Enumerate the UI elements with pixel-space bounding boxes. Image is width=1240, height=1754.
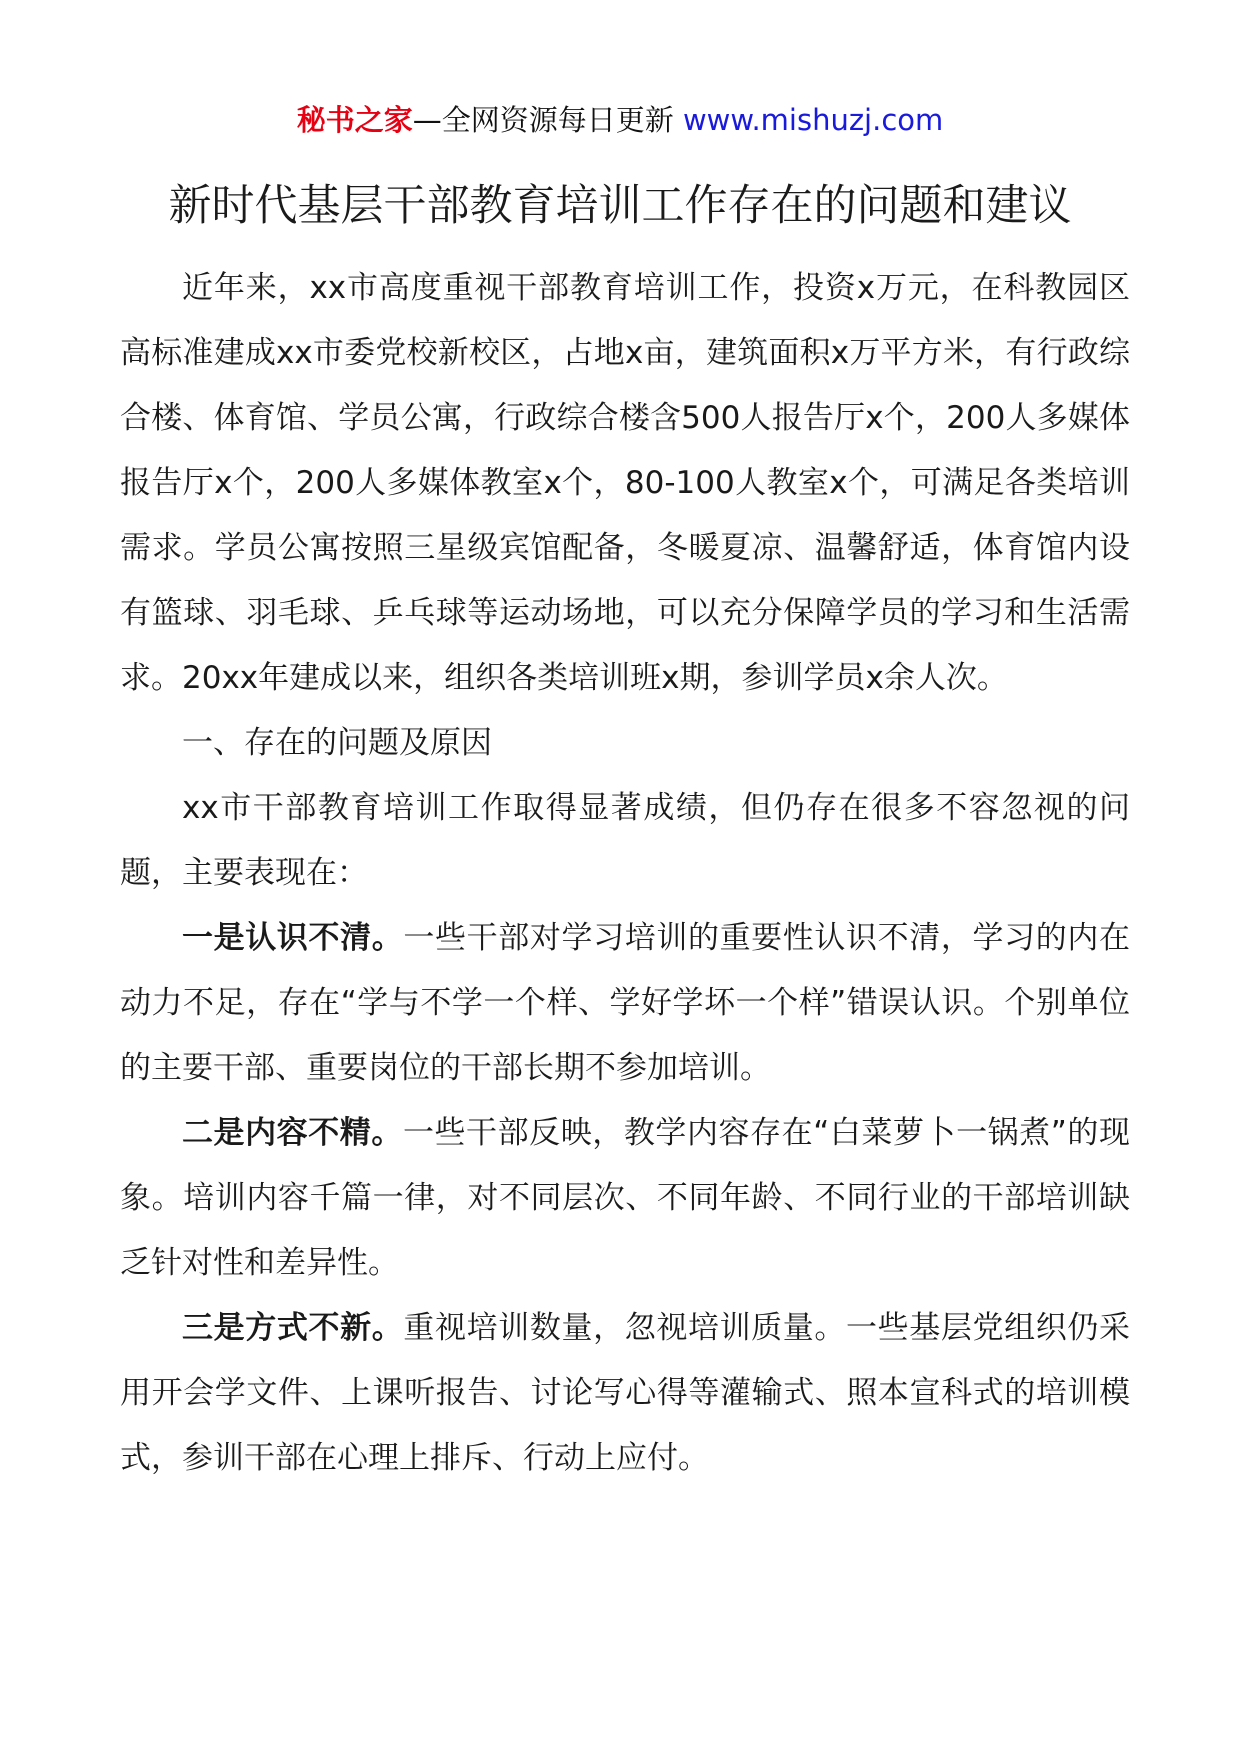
point-one-paragraph <box>120 906 1130 1101</box>
site-header <box>0 100 1240 140</box>
point-three-paragraph <box>120 1296 1130 1491</box>
site-url-link[interactable]: www.mishuzj.com <box>682 103 944 137</box>
point-two-text: 一些干部反映，教学内容存在“白菜萝卜一锅煮”的现象。培训内容千篇一律，对不同层次、不同年龄、不同行业的干部培训缺乏针对性和差异性。 <box>120 1115 1130 1281</box>
section-heading: 一、存在的问题及原因 <box>182 725 492 761</box>
document-title: 新时代基层干部教育培训工作存在的问题和建议 <box>168 181 1072 231</box>
point-one-text: 一些干部对学习培训的重要性认识不清，学习的内在动力不足，存在“学与不学一个样、学好学坏一个样”错误认识。个别单位的主要干部、重要岗位的干部长期不参加培训。 <box>120 920 1131 1086</box>
point-two-paragraph <box>120 1101 1130 1296</box>
brand-name: 秘书之家 <box>296 103 413 137</box>
point-two-lead: 二是内容不精。 <box>182 1115 403 1151</box>
point-one-lead: 一是认识不清。 <box>182 920 404 956</box>
document-body <box>120 256 1130 1491</box>
header-tagline: —全网资源每日更新 <box>412 103 674 137</box>
point-three-lead: 三是方式不新。 <box>182 1310 404 1346</box>
point-three-text: 重视培训数量，忽视培训质量。一些基层党组织仍采用开会学文件、上课听报告、讨论写心得等灌输式、照本宣科式的培训模式，参训干部在心理上排斥、行动上应付。 <box>120 1310 1131 1476</box>
section-intro-paragraph: xx市干部教育培训工作取得显著成绩，但仍存在很多不容忽视的问题，主要表现在： <box>120 790 1130 891</box>
intro-paragraph: 近年来，xx市高度重视干部教育培训工作，投资x万元，在科教园区高标准建成xx市委党校新校区，占地x亩，建筑面积x万平方米，有行政综合楼、体育馆、学员公寓，行政综合楼含500人报告厅x个，200人多媒体报告厅x个，200人多媒体教室x个，80-100人教室x个，可满足各类培训需求。学员公寓按照三星级宾馆配备，冬暖夏凉、温馨舒适，体育馆内设有篮球、羽毛球、乒乓球等运动场地，可以充分保障学员的学习和生活需求。20xx年建成以来，组织各类培训班x期，参训学员x余人次。 <box>120 270 1130 696</box>
